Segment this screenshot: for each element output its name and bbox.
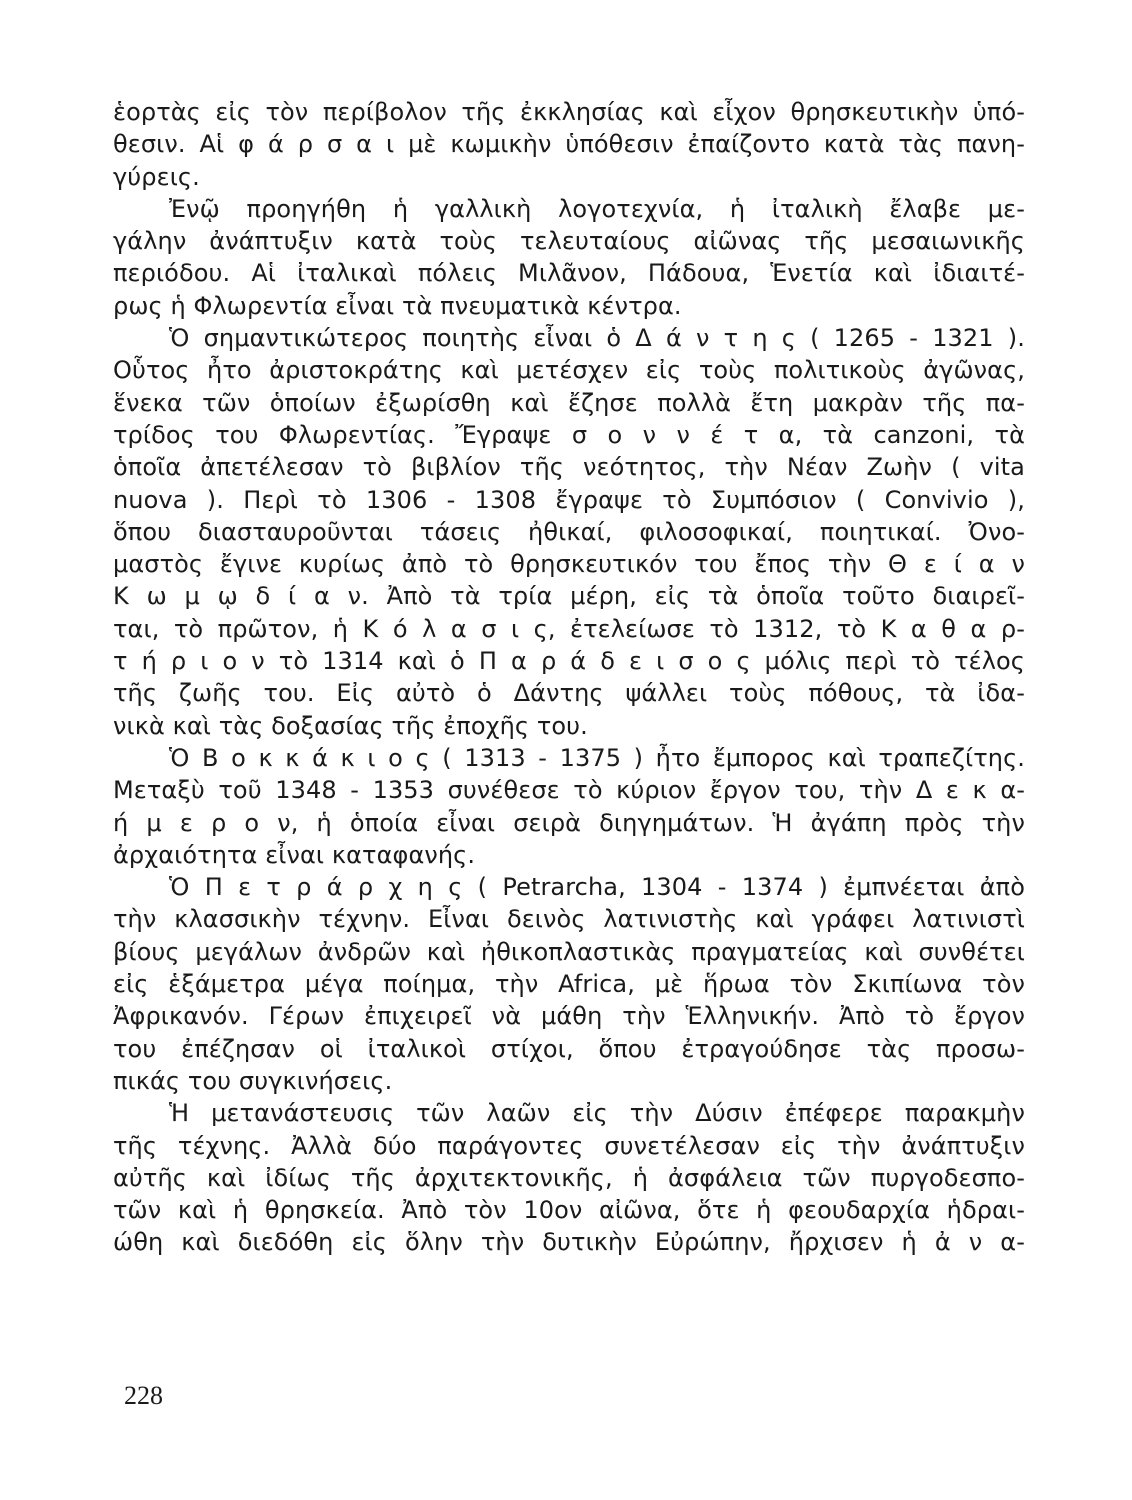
text-line: εἰς ἑξάμετρα μέγα ποίημα, τὴν Africa, μὲ ἥρωα τὸν Σκιπίωνα τὸν [113,970,1025,999]
text-line: τῆς τέχνης. Ἀλλὰ δύο παράγοντες συνετέλεσαν εἰς τὴν ἀνάπτυξιν [113,1131,1025,1160]
text-line: ώθη καὶ διεδόθη εἰς ὅλην τὴν δυτικὴν Εὐρώπην, ἤρχισεν ἡ ἀ ν α- [113,1228,1025,1257]
text-line: μαστὸς ἔγινε κυρίως ἀπὸ τὸ θρησκευτικόν του ἔπος τὴν Θ ε ί α ν [113,550,1025,579]
text-line: τὴν κλασσικὴν τέχνην. Εἶναι δεινὸς λατινιστὴς καὶ γράφει λατινιστὶ [113,905,1025,934]
text-line: ρως ἡ Φλωρεντία εἶναι τὰ πνευματικὰ κέντρα. [113,291,682,320]
text-line: ται, τὸ πρῶτον, ἡ Κ ό λ α σ ι ς, ἐτελείωσε τὸ 1312, τὸ Κ α θ α ρ- [113,614,1025,643]
text-line: nuova ). Περὶ τὸ 1306 - 1308 ἔγραψε τὸ Συμπόσιον ( Convivio ), [113,485,1025,514]
text-line: ἀρχαιότητα εἶναι καταφανής. [113,840,476,869]
text-line: πικάς του συγκινήσεις. [113,1066,393,1095]
text-line: βίους μεγάλων ἀνδρῶν καὶ ἠθικοπλαστικὰς πραγματείας καὶ συνθέτει [113,937,1025,966]
text-line: θεσιν. Αἱ φ ά ρ σ α ι μὲ κωμικὴν ὑπόθεσιν ἐπαίζοντο κατὰ τὰς πανη- [113,130,1025,159]
text-line: Κ ω μ ῳ δ ί α ν. Ἀπὸ τὰ τρία μέρη, εἰς τὰ ὁποῖα τοῦτο διαιρεῖ- [113,582,1025,611]
page-number: 228 [124,1381,163,1410]
text-line: τρίδος του Φλωρεντίας. Ἔγραψε σ ο ν ν έ τ α, τὰ canzoni, τὰ [113,420,1025,449]
text-line: Ὁ Β ο κ κ ά κ ι ο ς ( 1313 - 1375 ) ἦτο ἔμπορος καὶ τραπεζίτης. [169,743,1025,772]
text-line: νικὰ καὶ τὰς δοξασίας τῆς ἐποχῆς του. [113,711,588,740]
text-line: γάλην ἀνάπτυξιν κατὰ τοὺς τελευταίους αἰῶνας τῆς μεσαιωνικῆς [113,227,1025,256]
text-line: γύρεις. [113,162,200,191]
text-line: Μεταξὺ τοῦ 1348 - 1353 συνέθεσε τὸ κύριον ἔργον του, τὴν Δ ε κ α- [113,776,1025,805]
text-line: ὅπου διασταυροῦνται τάσεις ἠθικαί, φιλοσοφικαί, ποιητικαί. Ὀνο- [113,517,1025,546]
text-line: Ἐνῷ προηγήθη ἡ γαλλικὴ λογοτεχνία, ἡ ἰταλικὴ ἔλαβε με- [169,194,1025,223]
text-line: Ἀφρικανόν. Γέρων ἐπιχειρεῖ νὰ μάθη τὴν Ἑλληνικήν. Ἀπὸ τὸ ἔργον [113,1002,1025,1031]
text-line: τῆς ζωῆς του. Εἰς αὐτὸ ὁ Δάντης ψάλλει τοὺς πόθους, τὰ ἰδα- [113,679,1025,708]
text-line: Οὗτος ἦτο ἀριστοκράτης καὶ μετέσχεν εἰς τοὺς πολιτικοὺς ἀγῶνας, [113,356,1025,385]
text-line: Ὁ Π ε τ ρ ά ρ χ η ς ( Petrarcha, 1304 - 1374 ) ἐμπνέεται ἀπὸ [169,873,1025,902]
text-line: του ἐπέζησαν οἱ ἰταλικοὶ στίχοι, ὅπου ἐτραγούδησε τὰς προσω- [113,1034,1025,1063]
text-line: τῶν καὶ ἡ θρησκεία. Ἀπὸ τὸν 10ον αἰῶνα, ὅτε ἡ φεουδαρχία ἡδραι- [113,1196,1025,1225]
text-line: Ὁ σημαντικώτερος ποιητὴς εἶναι ὁ Δ ά ν τ η ς ( 1265 - 1321 ). [169,324,1025,353]
text-line: περιόδου. Αἱ ἰταλικαὶ πόλεις Μιλᾶνον, Πάδουα, Ἑνετία καὶ ἰδιαιτέ- [113,259,1025,288]
text-line: ὁποῖα ἀπετέλεσαν τὸ βιβλίον τῆς νεότητος, τὴν Νέαν Ζωὴν ( vita [113,453,1025,482]
text-line: ἕνεκα τῶν ὁποίων ἐξωρίσθη καὶ ἔζησε πολλὰ ἔτη μακρὰν τῆς πα- [113,388,1025,417]
body-text [113,96,1025,1259]
text-line: ἑορτὰς εἰς τὸν περίβολον τῆς ἐκκλησίας καὶ εἶχον θρησκευτικὴν ὑπό- [113,98,1025,126]
text-line: τ ή ρ ι ο ν τὸ 1314 καὶ ὁ Π α ρ ά δ ε ι σ ο ς μόλις περὶ τὸ τέλος [113,647,1025,676]
text-line: αὐτῆς καὶ ἰδίως τῆς ἀρχιτεκτονικῆς, ἡ ἀσφάλεια τῶν πυργοδεσπο- [113,1163,1025,1192]
text-line: ή μ ε ρ ο ν, ἡ ὁποία εἶναι σειρὰ διηγημάτων. Ἡ ἀγάπη πρὸς τὴν [113,808,1025,837]
text-line: Ἡ μετανάστευσις τῶν λαῶν εἰς τὴν Δύσιν ἐπέφερε παρακμὴν [169,1099,1025,1128]
